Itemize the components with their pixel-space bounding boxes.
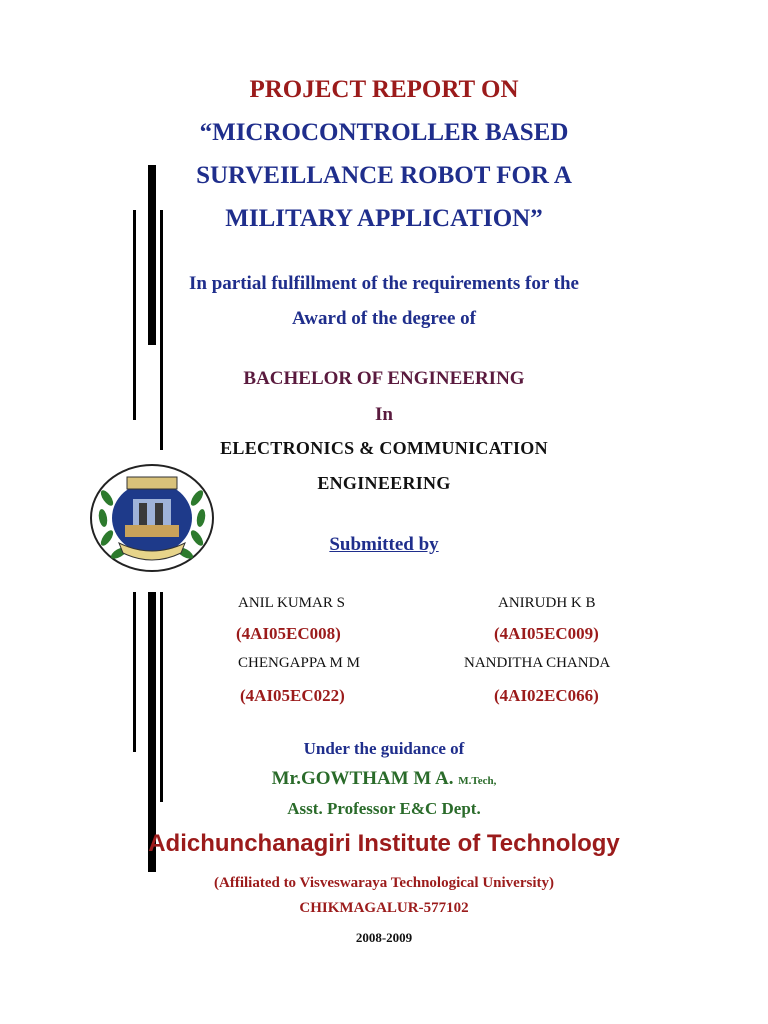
student-name: ANIL KUMAR S	[238, 595, 345, 611]
decorative-bar	[133, 592, 136, 752]
guide-designation: Asst. Professor E&C Dept.	[287, 799, 481, 818]
degree-connector: In	[375, 404, 393, 425]
student-name: CHENGAPPA M M	[238, 655, 360, 671]
fulfillment-text: Award of the degree of	[292, 308, 476, 329]
student-usn: (4AI02EC066)	[494, 686, 599, 705]
branch-name: ELECTRONICS & COMMUNICATION	[220, 438, 548, 458]
student-usn: (4AI05EC022)	[240, 686, 345, 705]
student-name: ANIRUDH K B	[498, 595, 596, 611]
guide-name: Mr.GOWTHAM M A.	[271, 768, 454, 789]
academic-year: 2008-2009	[355, 930, 413, 945]
branch-name: ENGINEERING	[317, 473, 451, 493]
project-title-line: SURVEILLANCE ROBOT FOR A	[196, 162, 572, 189]
guide-qualification: M.Tech,	[458, 775, 497, 787]
project-title-line: MILITARY APPLICATION”	[225, 205, 543, 232]
submitted-by-label: Submitted by	[329, 534, 439, 555]
student-usn: (4AI05EC009)	[494, 624, 599, 643]
guidance-label: Under the guidance of	[303, 739, 465, 758]
student-name: NANDITHA CHANDA	[464, 655, 611, 671]
institute-affiliation: (Affiliated to Visveswaraya Technological University)	[214, 875, 554, 891]
institute-location: CHIKMAGALUR-577102	[299, 900, 469, 916]
fulfillment-text: In partial fulfillment of the requirements for the	[189, 273, 579, 294]
student-usn: (4AI05EC008)	[236, 624, 341, 643]
degree-name: BACHELOR OF ENGINEERING	[243, 368, 525, 389]
project-title-line: “MICROCONTROLLER BASED	[199, 119, 569, 146]
institute-name: Adichunchanagiri Institute of Technology	[148, 830, 620, 857]
report-heading: PROJECT REPORT ON	[249, 76, 519, 103]
guide-name-line	[0, 768, 768, 790]
